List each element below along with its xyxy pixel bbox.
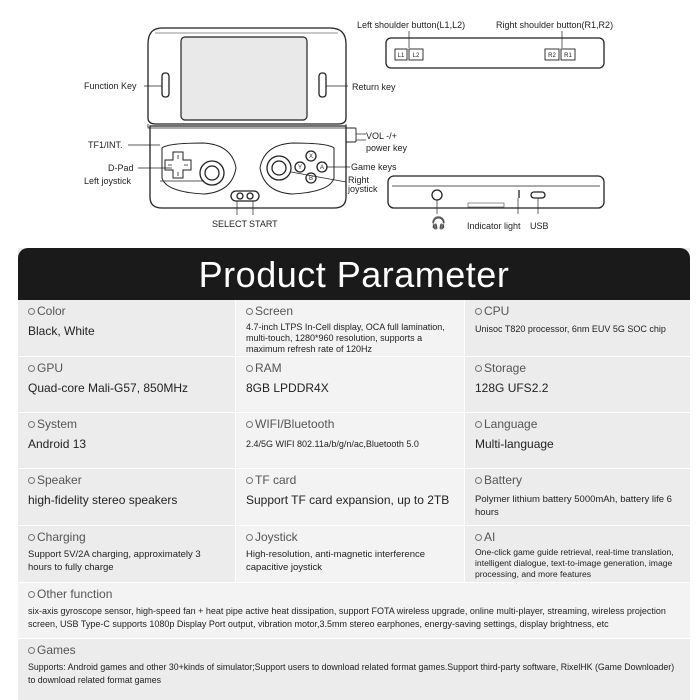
param-name: Charging	[37, 530, 86, 544]
param-name: CPU	[484, 304, 510, 318]
param-value: six-axis gyroscope sensor, high-speed fan + heat pipe active heat dissipation, support FOTA wireless upgrade, online multi-player, streaming, wireless projection screen, USB Type-C supports 1080p Display Port output, vibration motor,3.5mm stereo earphones, energy-saving settings, display brightness, etc	[28, 606, 666, 629]
param-name: RAM	[255, 361, 282, 375]
param-value: Quad-core Mali-G57, 850MHz	[28, 381, 189, 395]
param-value: high-fidelity stereo speakers	[28, 493, 178, 507]
param-cpu	[464, 300, 690, 356]
circle-icon	[28, 534, 35, 541]
circle-icon	[28, 421, 35, 428]
circle-icon	[475, 365, 482, 372]
r1-key: R1	[564, 53, 572, 59]
param-value: Black, White	[28, 324, 95, 338]
param-value: Support 5V/2A charging, approximately 3 hours to fully charge	[28, 549, 201, 573]
label-return-key: Return key	[352, 82, 396, 92]
l1-key: L1	[397, 53, 405, 59]
circle-icon	[475, 308, 482, 315]
device-screen	[181, 37, 307, 120]
param-color	[18, 300, 235, 356]
circle-icon	[246, 477, 253, 484]
label-vol: VOL -/+	[366, 131, 397, 141]
label-usb: USB	[530, 221, 549, 231]
param-name: Screen	[255, 304, 294, 318]
param-system	[18, 413, 235, 468]
circle-icon	[246, 421, 253, 428]
param-value: Supports: Android games and other 30+kinds of simulator;Support users to download related format games.Support third-party software, RixelHK (Game Downloader) to download related format games	[28, 662, 675, 685]
param-value: Unisoc T820 processor, 6nm EUV 5G SOC chip	[475, 324, 666, 334]
label-right-joystick: joystick	[348, 184, 378, 194]
device-diagram	[0, 0, 700, 245]
param-value: High-resolution, anti-magnetic interference capacitive joystick	[246, 549, 426, 573]
label-power: power key	[366, 143, 408, 153]
circle-icon	[28, 591, 35, 598]
label-select: SELECT	[212, 219, 248, 229]
param-value: 128G UFS2.2	[475, 381, 549, 395]
left-joystick-shape	[200, 161, 224, 185]
param-name: Language	[484, 417, 538, 431]
circle-icon	[28, 647, 35, 654]
y-button: Y	[297, 165, 303, 171]
param-row	[18, 583, 690, 639]
param-storage	[464, 357, 690, 412]
circle-icon	[475, 421, 482, 428]
param-screen	[235, 300, 464, 356]
param-speaker	[18, 469, 235, 525]
label-function-key: Function Key	[84, 81, 137, 91]
param-name: Games	[37, 643, 76, 657]
circle-icon	[246, 534, 253, 541]
param-name: Joystick	[255, 530, 298, 544]
param-name: Battery	[484, 473, 523, 487]
param-games	[18, 639, 690, 700]
return-key-shape	[319, 73, 326, 97]
l2-key: L2	[412, 53, 420, 59]
param-joystick	[235, 526, 464, 582]
label-right: Right	[348, 175, 370, 185]
param-name: WIFI/Bluetooth	[255, 417, 335, 431]
label-dpad: D-Pad	[108, 163, 134, 173]
circle-icon	[28, 308, 35, 315]
param-ai	[464, 526, 690, 582]
headphone-icon: 🎧	[431, 216, 446, 230]
select-start-shape	[231, 191, 259, 201]
param-value: Polymer lithium battery 5000mAh, battery life 6 hours	[475, 494, 672, 518]
x-button: X	[308, 154, 314, 160]
param-name: AI	[484, 530, 496, 544]
circle-icon	[28, 477, 35, 484]
param-row	[18, 639, 690, 700]
label-left-shoulder: Left shoulder button(L1,L2)	[357, 20, 466, 30]
product-parameter-panel	[18, 248, 690, 700]
param-name: Storage	[484, 361, 527, 375]
param-value: 4.7-inch LTPS In-Cell display, OCA full lamination, multi-touch, 1280*960 resolution, supports a maximum refresh rate of 120Hz	[246, 322, 445, 354]
function-key-shape	[162, 73, 169, 97]
param-wifi-bluetooth	[235, 413, 464, 468]
param-name: Other function	[37, 587, 113, 601]
param-name: TF card	[255, 473, 297, 487]
param-value: Multi-language	[475, 437, 554, 451]
device-drawings	[0, 0, 700, 245]
circle-icon	[475, 534, 482, 541]
param-language	[464, 413, 690, 468]
circle-icon	[246, 365, 253, 372]
param-ram	[235, 357, 464, 412]
param-value: Android 13	[28, 437, 87, 451]
param-name: GPU	[37, 361, 64, 375]
param-value: One-click game guide retrieval, real-time translation, intelligent dialogue, text-to-image generation, image processing, and more features	[475, 547, 674, 579]
label-start: START	[249, 219, 278, 229]
label-right-shoulder: Right shoulder button(R1,R2)	[496, 20, 614, 30]
param-tf-card	[235, 469, 464, 525]
param-row	[18, 300, 690, 357]
label-indicator: Indicator light	[467, 221, 521, 231]
param-charging	[18, 526, 235, 582]
param-battery	[464, 469, 690, 525]
param-value: Support TF card expansion, up to 2TB	[246, 493, 450, 507]
param-value: 8GB LPDDR4X	[246, 381, 329, 395]
product-parameter-heading: Product Parameter	[18, 248, 690, 300]
param-other-function	[18, 583, 690, 638]
param-name: Color	[37, 304, 66, 318]
param-name: Speaker	[37, 473, 82, 487]
a-button: A	[319, 165, 325, 171]
param-gpu	[18, 357, 235, 412]
circle-icon	[246, 308, 253, 315]
circle-icon	[475, 477, 482, 484]
param-row	[18, 413, 690, 469]
param-row	[18, 526, 690, 583]
r2-key: R2	[548, 53, 556, 59]
label-game-keys: Game keys	[351, 162, 397, 172]
circle-icon	[28, 365, 35, 372]
param-row	[18, 357, 690, 413]
label-tf1: TF1/INT.	[88, 140, 123, 150]
b-button: B	[308, 176, 314, 182]
param-row	[18, 469, 690, 526]
label-left-joystick: Left joystick	[84, 176, 132, 186]
right-joystick-shape	[267, 156, 291, 180]
param-value: 2.4/5G WIFI 802.11a/b/g/n/ac,Bluetooth 5.0	[246, 439, 419, 449]
param-name: System	[37, 417, 78, 431]
